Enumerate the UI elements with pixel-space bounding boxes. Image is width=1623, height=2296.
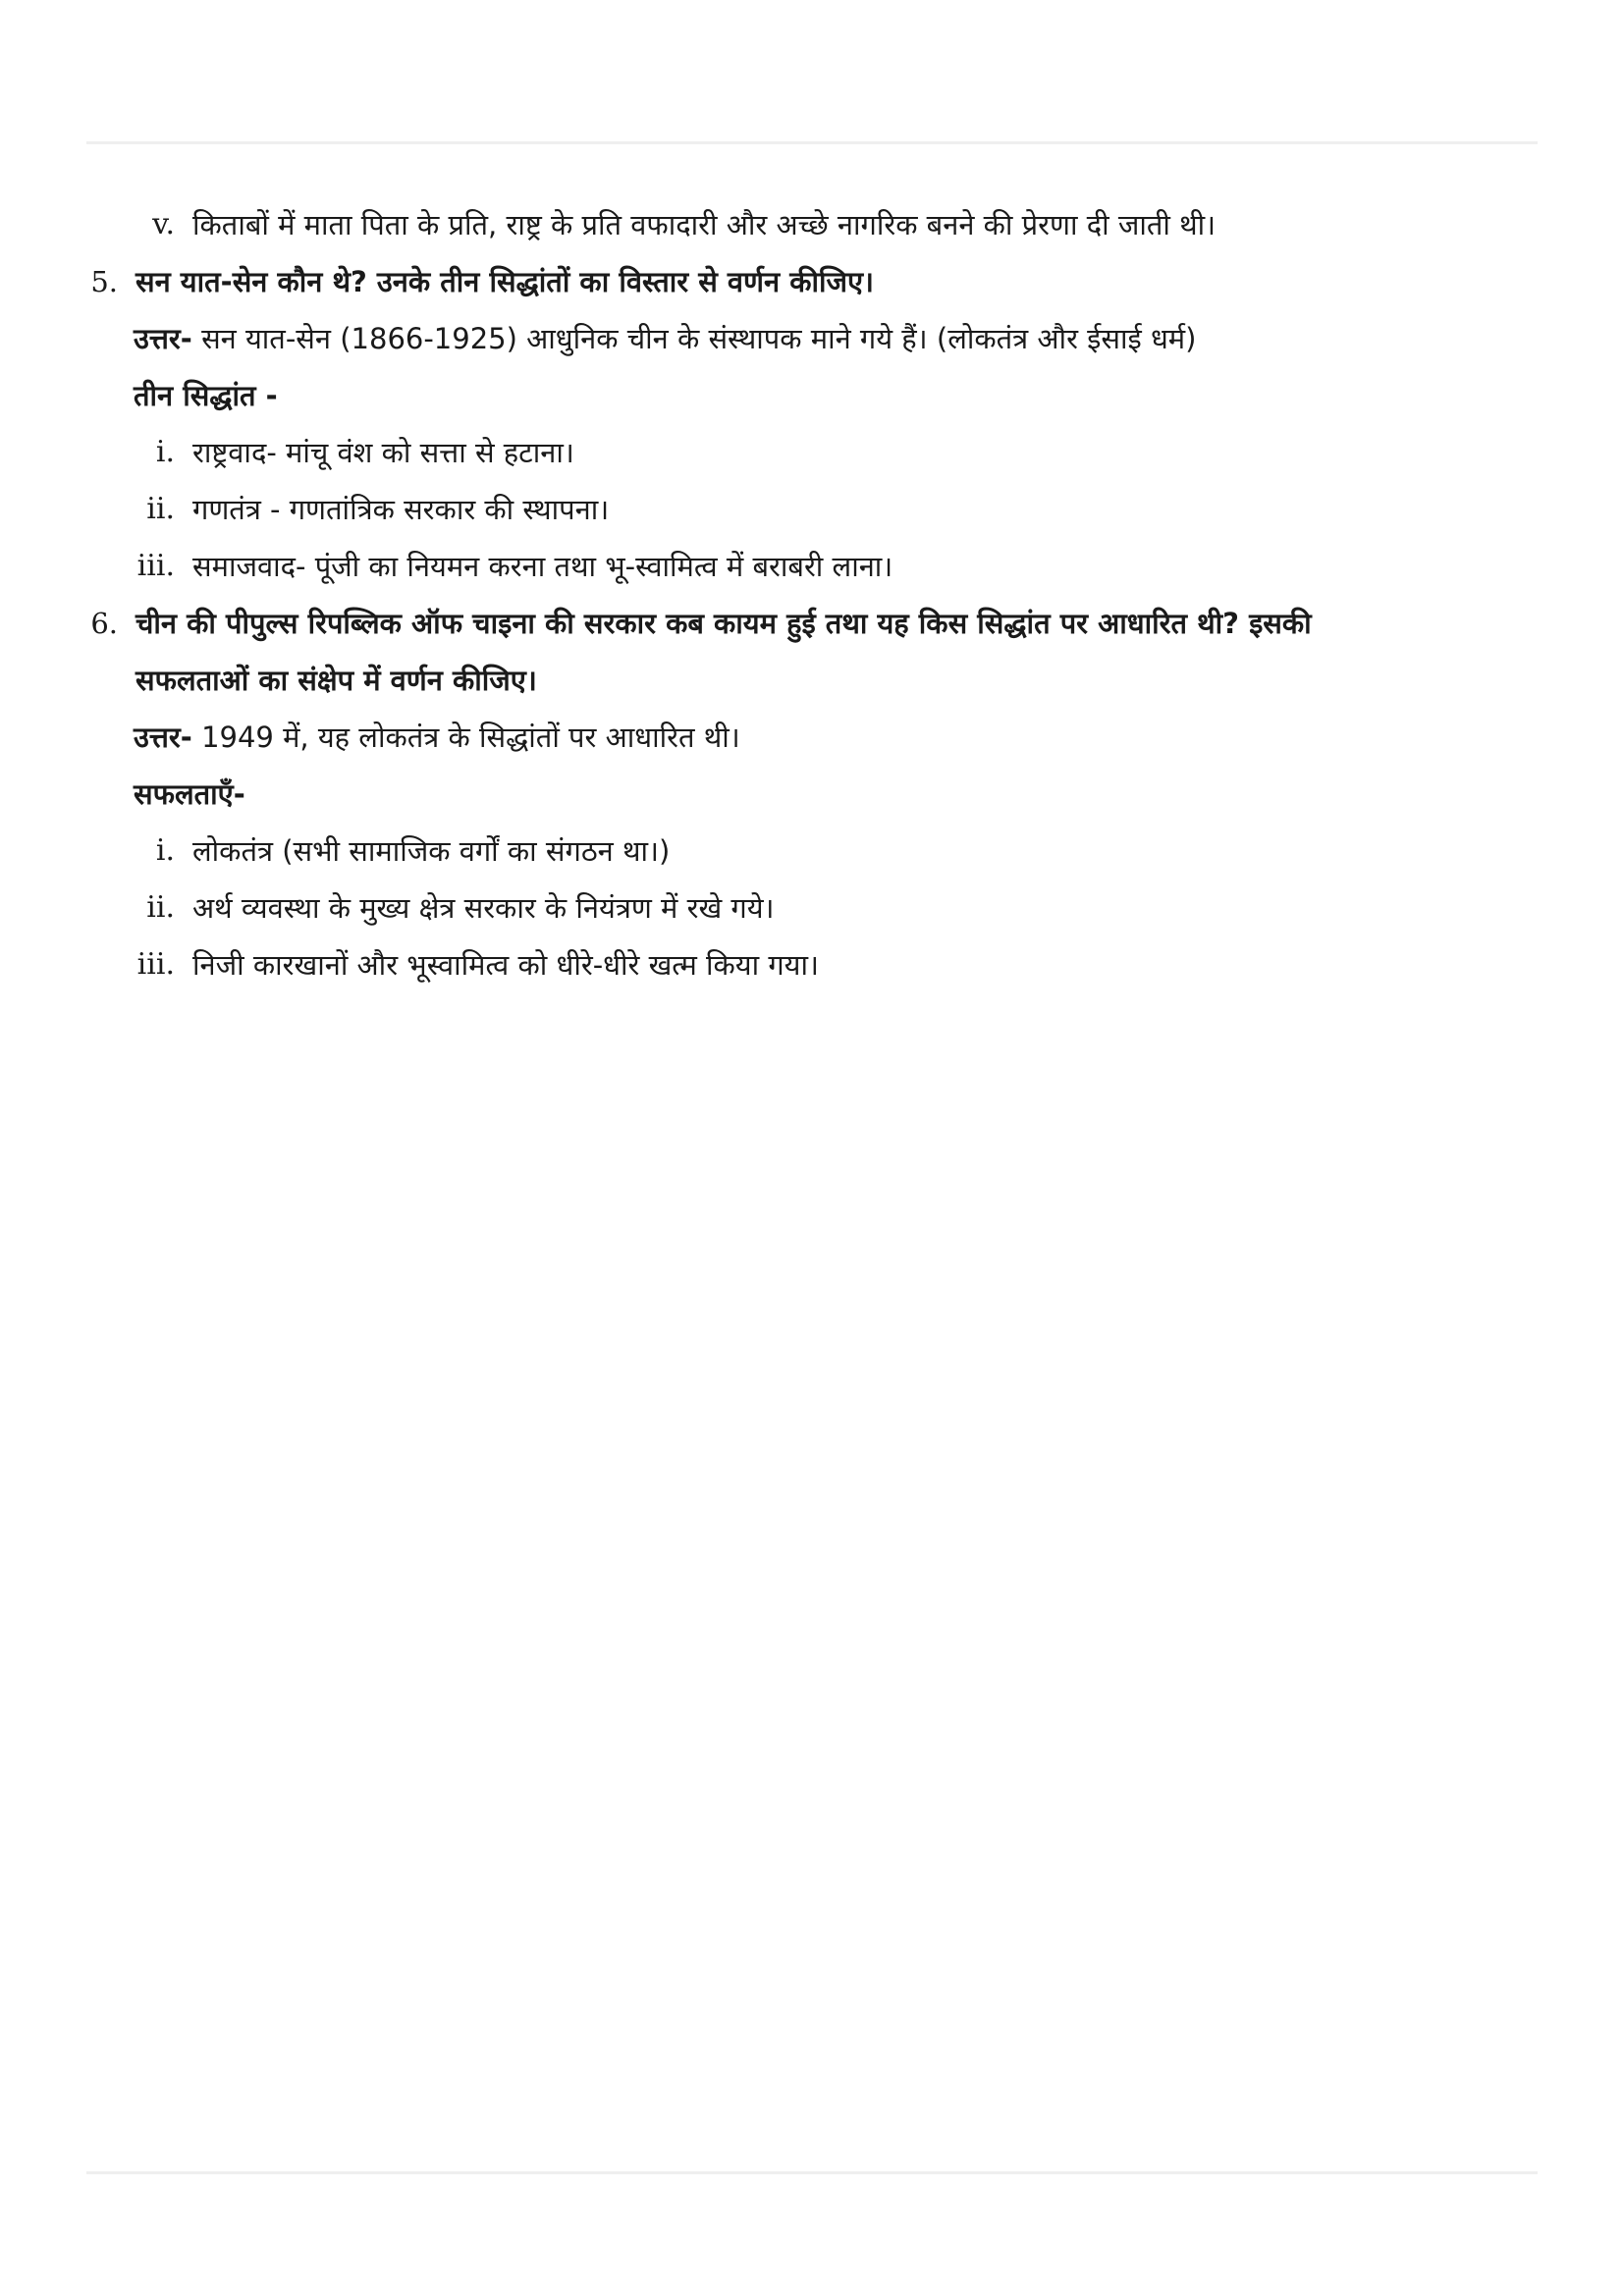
item-text: निजी कारखानों और भूस्वामित्व को धीरे-धीरे खत्म किया गया। [192,948,819,982]
question-5 [0,253,1623,310]
question-6 [0,595,1623,652]
list-item [0,424,1623,481]
subheading [0,367,1623,424]
list-item [0,880,1623,936]
question-text: सफलताओं का संक्षेप में वर्णन कीजिए। [135,664,537,697]
answer-label: उत्तर- [134,721,192,754]
document-body [0,196,1623,993]
answer-label: उत्तर- [134,322,192,355]
item-numeral: ii. [146,492,175,526]
item-numeral: v. [152,207,175,241]
item-text: राष्ट्रवाद- मांचू वंश को सत्ता से हटाना। [192,436,574,469]
footer-rule [86,2171,1538,2174]
question-6-continued [0,652,1623,709]
answer-text: 1949 में, यह लोकतंत्र के सिद्धांतों पर आधारित थी। [201,721,740,754]
question-text: सन यात-सेन कौन थे? उनके तीन सिद्धांतों का विस्तार से वर्णन कीजिए। [135,265,875,298]
list-item [0,538,1623,595]
subheading [0,766,1623,823]
list-item [0,823,1623,880]
list-item [0,196,1623,253]
question-number: 6. [90,607,118,640]
item-numeral: iii. [136,947,175,982]
question-text: चीन की पीपुल्स रिपब्लिक ऑफ चाइना की सरकार कब कायम हुई तथा यह किस सिद्धांत पर आधारित थी? इसकी [135,607,1312,640]
item-numeral: iii. [136,549,175,583]
answer-line [0,310,1623,367]
subheading-text: सफलताएँ- [134,777,245,811]
subheading-text: तीन सिद्धांत - [134,379,278,412]
item-text: गणतंत्र - गणतांत्रिक सरकार की स्थापना। [192,493,610,526]
item-text: समाजवाद- पूंजी का नियमन करना तथा भू-स्वामित्व में बराबरी लाना। [192,550,893,583]
item-text: अर्थ व्यवस्था के मुख्य क्षेत्र सरकार के नियंत्रण में रखे गये। [192,891,775,925]
question-number: 5. [90,265,118,298]
answer-text: सन यात-सेन (1866-1925) आधुनिक चीन के संस्थापक माने गये हैं। (लोकतंत्र और ईसाई धर्म) [201,322,1197,355]
item-numeral: i. [155,833,175,868]
item-text: लोकतंत्र (सभी सामाजिक वर्गों का संगठन था।) [192,834,671,868]
header-rule [86,141,1538,144]
list-item [0,481,1623,538]
item-text: किताबों में माता पिता के प्रति, राष्ट्र के प्रति वफादारी और अच्छे नागरिक बनने की प्रेरणा दी जाती थी। [192,208,1217,241]
item-numeral: i. [155,435,175,469]
item-numeral: ii. [146,890,175,925]
answer-line [0,709,1623,766]
list-item [0,936,1623,993]
